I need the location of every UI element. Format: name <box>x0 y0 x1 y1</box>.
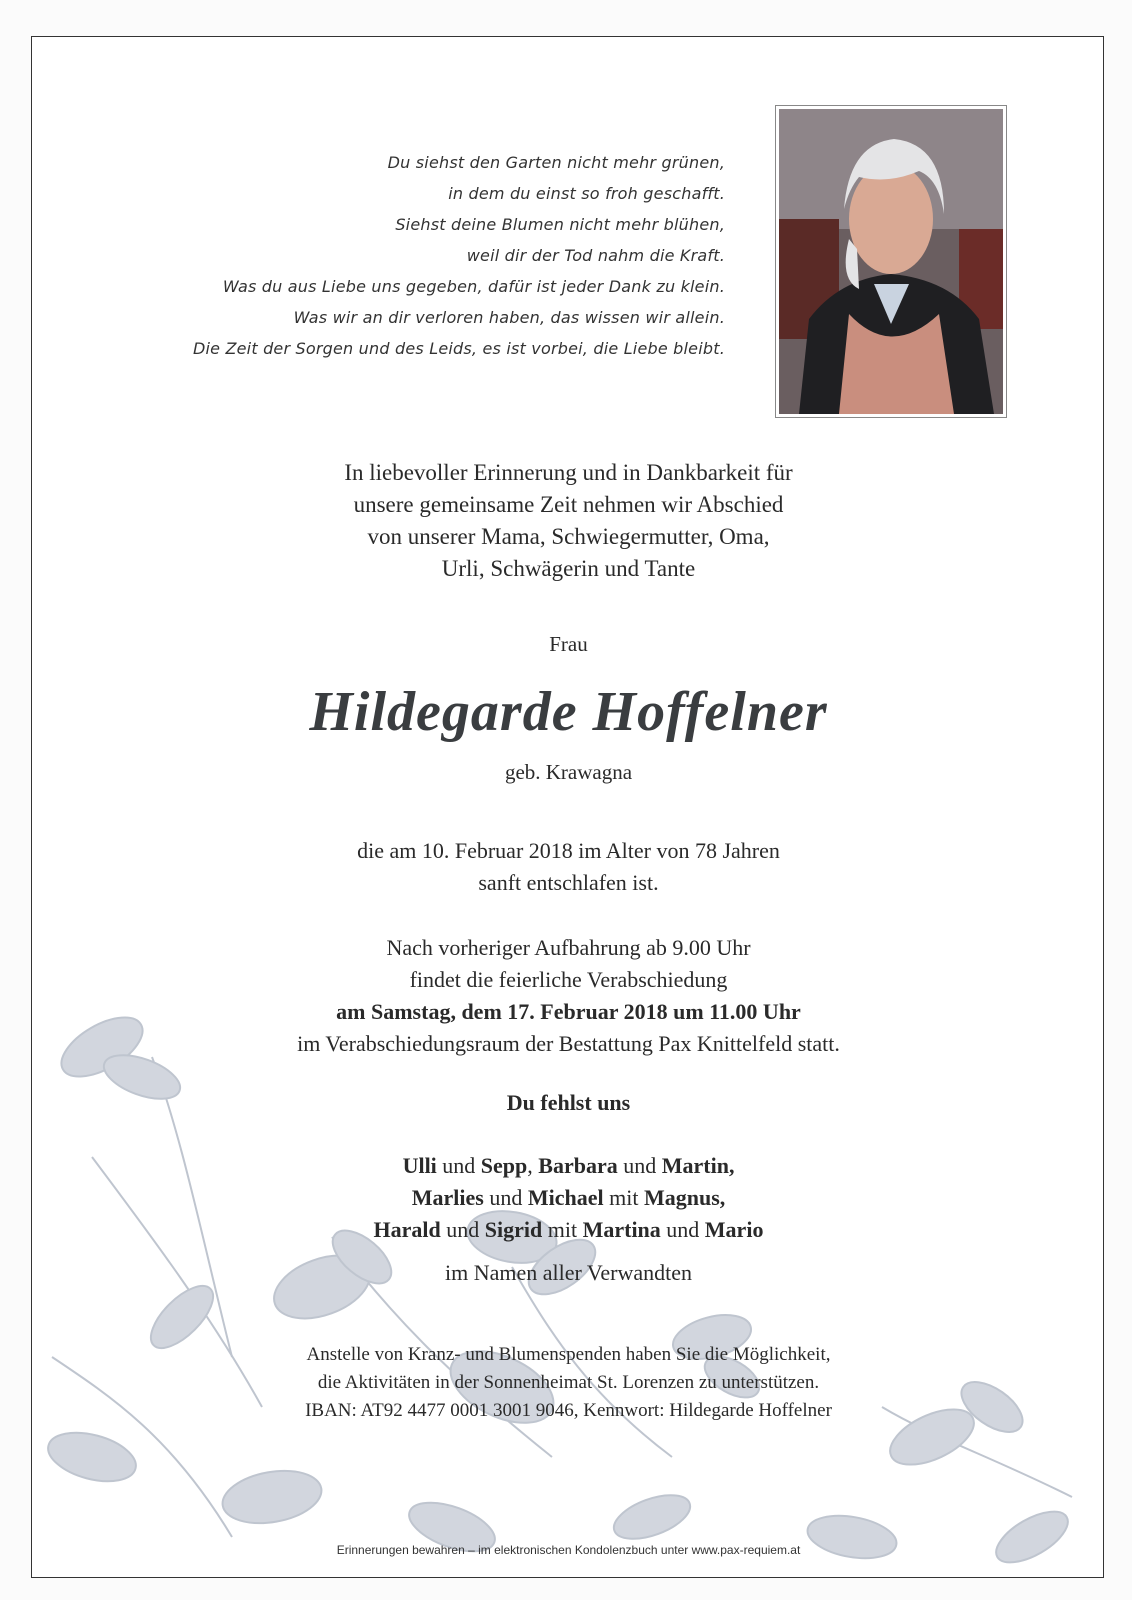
family-line <box>32 1150 1104 1182</box>
poem-line: weil dir der Tod nahm die Kraft. <box>466 246 725 265</box>
intro-line: unsere gemeinsame Zeit nehmen wir Abschied <box>353 492 784 517</box>
portrait-photo <box>775 105 1007 418</box>
service-line: im Verabschiedungsraum der Bestattung Pax Knittelfeld statt. <box>297 1031 840 1056</box>
obituary-card <box>31 36 1104 1578</box>
family-connector: , <box>719 1185 726 1210</box>
poem-line: Die Zeit der Sorgen und des Leids, es ist vorbei, die Liebe bleibt. <box>192 339 725 358</box>
family-names <box>32 1150 1104 1246</box>
poem-line: Was wir an dir verloren haben, das wissen wir allein. <box>293 308 725 327</box>
service-line: Nach vorheriger Aufbahrung ab 9.00 Uhr <box>386 935 751 960</box>
death-line: die am 10. Februar 2018 im Alter von 78 Jahren <box>357 838 780 863</box>
death-line: sanft entschlafen ist. <box>478 870 659 895</box>
donation-info <box>32 1341 1104 1425</box>
family-line <box>32 1182 1104 1214</box>
donation-line: die Aktivitäten in der Sonnenheimat St. Lorenzen zu unterstützen. <box>317 1372 820 1393</box>
intro-line: von unserer Mama, Schwiegermutter, Oma, <box>367 524 770 549</box>
maiden-name: geb. Krawagna <box>504 760 633 784</box>
relatives-line: im Namen aller Verwandten <box>444 1260 692 1285</box>
donation-line: Anstelle von Kranz- und Blumenspenden haben Sie die Möglichkeit, <box>306 1344 831 1365</box>
family-connector: und <box>483 1185 528 1210</box>
service-info <box>32 932 1104 1060</box>
service-line: findet die feierliche Verabschiedung <box>409 967 728 992</box>
intro-line: Urli, Schwägerin und Tante <box>441 556 696 581</box>
family-name: Martin <box>661 1153 729 1178</box>
poem-line: Du siehst den Garten nicht mehr grünen, <box>387 153 725 172</box>
family-name: Sepp <box>480 1153 528 1178</box>
death-notice <box>32 835 1104 899</box>
family-connector: und <box>617 1153 662 1178</box>
family-connector: und <box>660 1217 705 1242</box>
poem-line: Was du aus Liebe uns gegeben, dafür ist jeder Dank zu klein. <box>222 277 725 296</box>
family-name: Martina <box>582 1217 661 1242</box>
family-name: Magnus <box>643 1185 720 1210</box>
family-connector: und <box>440 1217 485 1242</box>
intro-text <box>32 457 1104 585</box>
salutation: Frau <box>549 632 588 656</box>
family-connector: , <box>527 1153 539 1178</box>
poem-line: Siehst deine Blumen nicht mehr blühen, <box>395 215 725 234</box>
service-date: am Samstag, dem 17. Februar 2018 um 11.00 Uhr <box>336 999 801 1024</box>
poem-line: in dem du einst so froh geschafft. <box>448 184 725 203</box>
family-connector: und <box>436 1153 481 1178</box>
family-name: Harald <box>373 1217 441 1242</box>
family-name: Marlies <box>411 1185 484 1210</box>
family-line <box>32 1214 1104 1246</box>
family-connector: , <box>728 1153 735 1178</box>
family-name: Sigrid <box>484 1217 543 1242</box>
donation-iban: IBAN: AT92 4477 0001 3001 9046, Kennwort: Hildegarde Hoffelner <box>305 1400 832 1421</box>
family-name: Mario <box>704 1217 764 1242</box>
intro-line: In liebevoller Erinnerung und in Dankbarkeit für <box>344 460 793 485</box>
family-name: Barbara <box>538 1153 618 1178</box>
family-connector: mit <box>603 1185 644 1210</box>
footer-condolence-link: Erinnerungen bewahren – im elektronischen Kondolenzbuch unter www.pax-requiem.at <box>336 1543 801 1557</box>
family-name: Michael <box>527 1185 604 1210</box>
family-connector: mit <box>542 1217 583 1242</box>
family-name: Ulli <box>402 1153 437 1178</box>
missing-heading: Du fehlst uns <box>506 1090 631 1115</box>
poem <box>125 147 725 364</box>
deceased-name: Hildegarde Hoffelner <box>309 681 828 743</box>
